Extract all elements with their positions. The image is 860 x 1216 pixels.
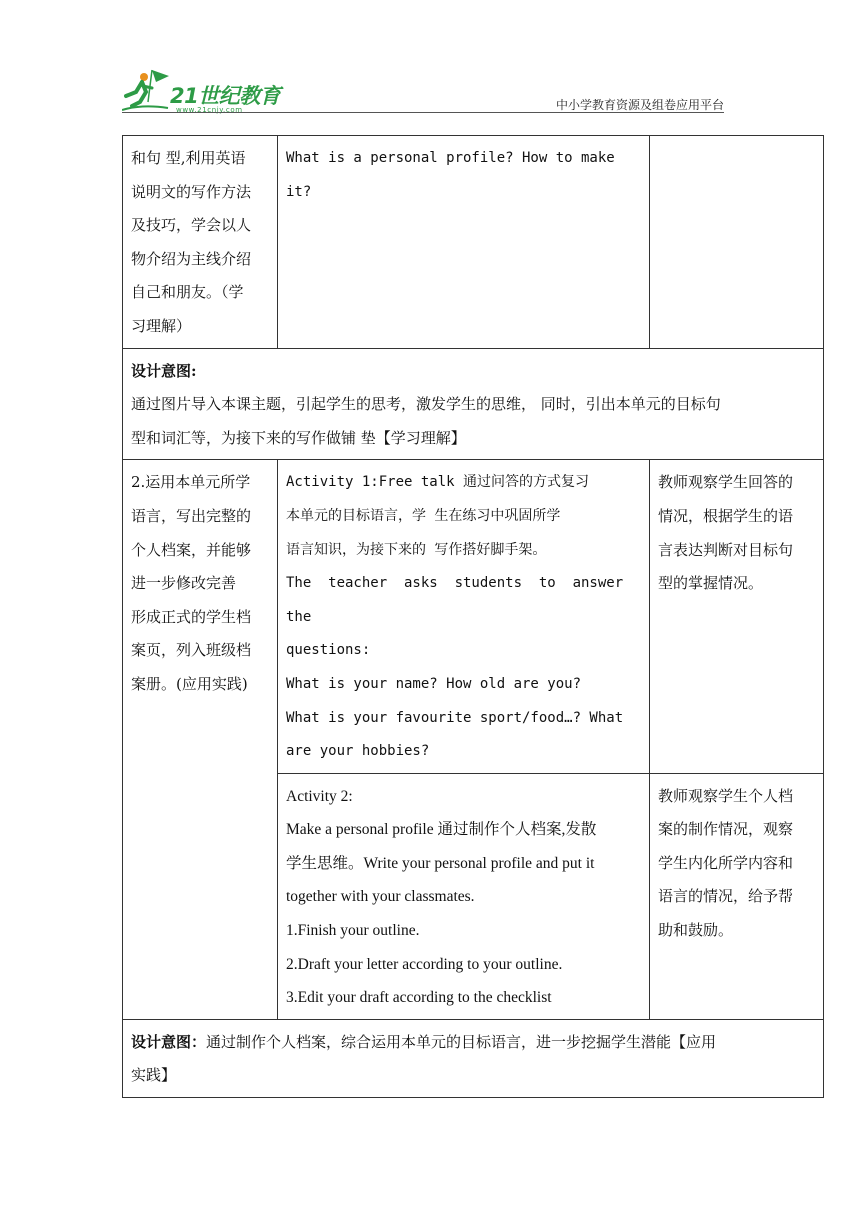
- objective-line: 及技巧，学会以人: [131, 216, 252, 235]
- objective-line: 2.运用本单元所学: [131, 473, 251, 492]
- activity-question: What is a personal profile? How to make it?: [286, 150, 624, 200]
- running-figure-icon: [122, 68, 172, 112]
- design-intent-cell: [123, 1019, 824, 1097]
- activity-2-line: 1.Finish your outline.: [286, 922, 420, 940]
- design-intent-text: 通过制作个人档案，综合运用本单元的目标语言，进一步挖掘学生潜能【应用: [206, 1032, 717, 1051]
- objective-line: 案页，列入班级档: [131, 641, 252, 660]
- activity-2-line: 2.Draft your letter according to your outline.: [286, 955, 563, 973]
- objective-line: 自己和朋友。（学: [131, 283, 244, 302]
- table-row-intent-2: [123, 1019, 824, 1097]
- objective-line: 习理解）: [131, 316, 192, 335]
- header-divider: [122, 112, 724, 113]
- table-row-objective-1: [123, 136, 824, 349]
- objective-cell: [123, 460, 278, 1020]
- evaluation-2-line: 案的制作情况，观察: [658, 820, 794, 839]
- logo: [122, 68, 292, 112]
- objective-line: 个人档案，并能够: [131, 540, 252, 559]
- activity-1-line: 语言知识，为接下来的 写作搭好脚手架。: [286, 541, 547, 558]
- evaluation-2-line: 语言的情况，给予帮: [658, 887, 794, 906]
- objective-line: 案册。(应用实践): [131, 674, 248, 693]
- activity-1-line: are your hobbies?: [286, 743, 430, 760]
- objective-line: 说明文的写作方法: [131, 182, 252, 201]
- activity-1-line: Activity 1:Free talk 通过问答的方式复习: [286, 474, 590, 491]
- activity-2-line: Make a personal profile 通过制作个人档案,发散: [286, 821, 597, 839]
- activity-1-line: What is your name? How old are you?: [286, 675, 582, 692]
- site-tagline: 中小学教育资源及组卷应用平台: [555, 98, 724, 112]
- evaluation-1-line: 教师观察学生回答的: [658, 473, 794, 492]
- evaluation-2-line: 学生内化所学内容和: [658, 853, 794, 872]
- logo-url: www.21cnjy.com: [176, 106, 243, 114]
- design-intent-cell: [123, 348, 824, 460]
- activity-1-cell: [278, 460, 650, 773]
- design-intent-label: 设计意图：: [131, 1032, 207, 1051]
- table-row-objective-2: [123, 460, 824, 773]
- lesson-table: [122, 135, 824, 1098]
- design-intent-line: 通过图片导入本课主题，引起学生的思考，激发学生的思维， 同时，引出本单元的目标句: [131, 395, 721, 414]
- activity-2-line: together with your classmates.: [286, 888, 475, 906]
- logo-text: 21世纪教育: [170, 84, 281, 108]
- design-intent-label: 设计意图:: [131, 361, 197, 380]
- evaluation-1-line: 情况，根据学生的语: [658, 506, 794, 525]
- objective-line: 和句 型,利用英语: [131, 149, 246, 167]
- objective-line: 进一步修改完善: [131, 574, 237, 593]
- activity-1-line: questions:: [286, 642, 371, 659]
- design-intent-line: [131, 1026, 816, 1060]
- page-header: [122, 62, 724, 114]
- evaluation-2-line: 教师观察学生个人档: [658, 786, 794, 805]
- evaluation-1-line: 言表达判断对目标句: [658, 540, 794, 559]
- activity-2-line: 学生思维。Write your personal profile and put it: [286, 854, 595, 872]
- evaluation-1-cell: [650, 460, 824, 773]
- activity-2-line: 3.Edit your draft according to the checklist: [286, 989, 552, 1007]
- activity-1-line: The teacher asks students to answer the: [286, 575, 641, 625]
- objective-line: 物介绍为主线介绍: [131, 249, 252, 268]
- objective-line: 形成正式的学生档: [131, 607, 252, 626]
- activity-2-line: Activity 2:: [286, 787, 353, 805]
- objective-line: 语言，写出完整的: [131, 506, 252, 525]
- activity-2-cell: [278, 773, 650, 1019]
- activity-1-line: 本单元的目标语言，学 生在练习中巩固所学: [286, 507, 561, 524]
- design-intent-line: 型和词汇等，为接下来的写作做铺 垫【学习理解】: [131, 428, 466, 447]
- design-intent-line: 实践】: [131, 1066, 177, 1085]
- activity-1-line: What is your favourite sport/food…? What: [286, 709, 624, 726]
- table-row-intent-1: [123, 348, 824, 460]
- evaluation-2-line: 助和鼓励。: [658, 921, 734, 940]
- evaluation-2-cell: [650, 773, 824, 1019]
- objective-cell: [123, 136, 278, 349]
- activity-cell: [278, 136, 650, 349]
- evaluation-1-line: 型的掌握情况。: [658, 574, 764, 593]
- evaluation-cell: [650, 136, 824, 349]
